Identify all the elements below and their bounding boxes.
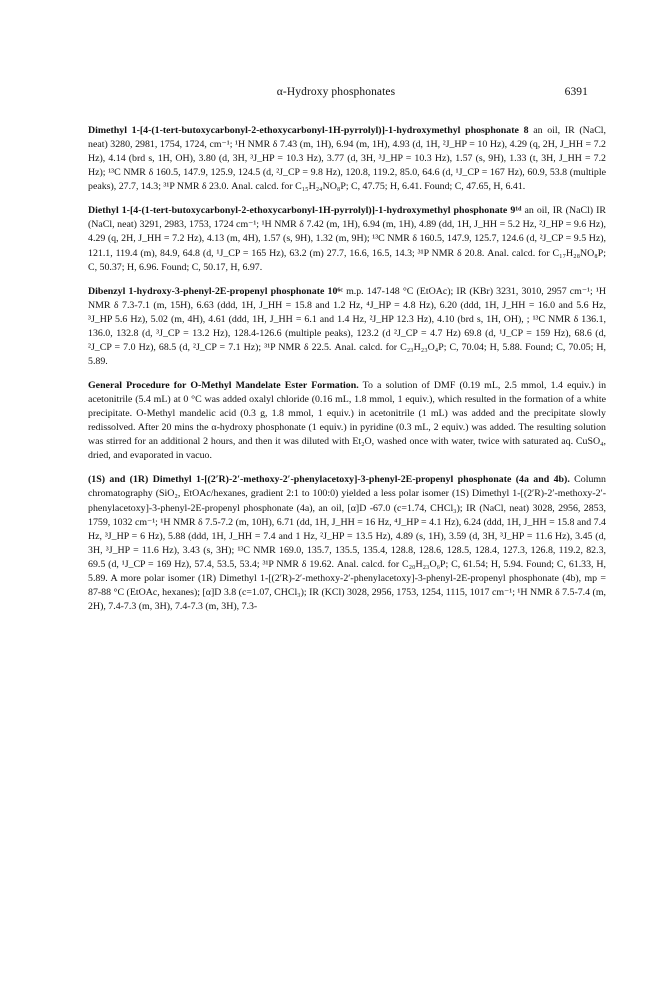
procedure-text: To a solution of DMF (0.19 mL, 2.5 mmol, 1.4 equiv.) in acetonitrile (5.4 mL) at 0 °C was added oxalyl chloride (0.16 mL, 1.8 mmol, 1 equiv.), which resulted in the formation of a white precipitate. O-Methyl mandelic acid (0.3 g, 1.8 mmol, 1 equiv.) in acetonitrile (1 mL) was added and the precipitate slowly redissolved. After 20 mins the α-hydroxy phosphonate (1 equiv.) in pyridine (0.3 mL, 2 equiv.) was added. The resulting solution was stirred for an additional 2 hours, and then it was diluted with Et₂O, washed once with water, twice with saturated aq. CuSO₄, dried, and evaporated in vacuo. (88, 380, 607, 462)
experimental-section (88, 124, 606, 624)
compound-entry-10 (88, 285, 606, 369)
compound-entry-4a-4b (88, 473, 606, 614)
compound-data: an oil, IR (NaCl) IR (NaCl, neat) 3291, 2983, 1753, 1724 cm⁻¹; ¹H NMR δ 7.42 (m, 1H), 6.94 (m, 1H), 4.89 (dd, 1H, J_HH = 5.2 Hz, ²J_HP = 9.6 Hz), 4.29 (q, 2H, J_HH = 7.2 Hz), 4.13 (m, 4H), 1.57 (s, 9H), 1.32 (m, 9H); ¹³C NMR δ 160.5, 147.9, 125.7, 124.6 (d, ²J_CP = 9.5 Hz), 121.1, 119.4 (m), 84.9, 64.8 (d, ¹J_CP = 165 Hz), 63.2 (m) 27.7, 16.6, 16.5, 14.3; ³¹P NMR δ 20.8. Anal. calcd. for C₁₇H₂₈NO₈P; C, 50.37; H, 6.96. Found; C, 50.17, H, 6.97. (88, 205, 607, 273)
compound-data: Column chromatography (SiO₂, EtOAc/hexanes, gradient 2:1 to 100:0) yielded a less polar isomer (1S) Dimethyl 1-[(2′R)-2′-methoxy-2′-phenylacetoxy]-3-phenyl-2E-propenyl phosphonate (4a), an oil, [α]D -67.0 (c=1.74, CHCl₃); IR (NaCl, neat) 3028, 2956, 2853, 1759, 1032 cm⁻¹; ¹H NMR δ 7.5-7.2 (m, 10H), 6.71 (dd, 1H, J_HH = 16 Hz, ⁴J_HP = 4.1 Hz), 6.24 (ddd, 1H, J_HH = 15.8 and 7.4 Hz, ³J_HP = 6 Hz), 5.88 (ddd, 1H, J_HH = 7.4 and 1 Hz, ²J_HP = 13.5 Hz), 4.89 (s, 1H), 3.59 (d, 3H, ³J_HP = 11.6 Hz), 3.45 (d, 3H, ³J_HP = 11.6 Hz), 3.43 (s, 3H); ¹³C NMR 169.0, 135.7, 135.5, 135.4, 128.8, 128.6, 128.5, 128.4, 127.3, 126.8, 119.2, 82.3, 69.5 (d, ¹J_CP = 169 Hz), 57.4, 53.5, 53.4; ³¹P NMR δ 19.62. Anal. calcd. for C₂₀H₂₃O₆P; C, 61.54; H, 5.94. Found; C, 61.33, H, 5.89. A more polar isomer (1R) Dimethyl 1-[(2′R)-2′-methoxy-2′-phenylacetoxy]-3-phenyl-2E-propenyl phosphonate (4b), mp = 87-88 °C (EtOAc, hexanes); [α]D 3.8 (c=1.07, CHCl₃); IR (KCl) 3028, 2956, 1753, 1254, 1115, 1017 cm⁻¹; ¹H NMR δ 7.5-7.4 (m, 2H), 7.4-7.3 (m, 3H), 7.4-7.3 (m, 3H), 7.3- (88, 474, 606, 612)
compound-data: an oil, IR (NaCl, neat) 3280, 2981, 1754, 1724, cm⁻¹; ¹H NMR δ 7.43 (m, 1H), 6.94 (m, 1H), 4.93 (d, 1H, ²J_HP = 10 Hz), 4.29 (q, 2H, J_HH = 7.2 Hz), 4.14 (brd s, 1H, OH), 3.80 (d, 3H, ³J_HP = 10.3 Hz), 3.77 (d, 3H, ³J_HP = 10.3 Hz), 1.57 (s, 9H), 1.33 (t, 3H, J_HH = 7.2 Hz); ¹³C NMR δ 160.5, 147.9, 125.9, 124.5 (d, ²J_CP = 9.8 Hz), 120.8, 119.2, 85.0, 64.6 (d, ¹J_CP = 167 Hz), 60.9, 53.8 (multiple peaks), 27.7, 14.3; ³¹P NMR δ 23.0. Anal. calcd. for C₁₅H₂₄NO₈P; C, 47.75; H, 6.41. Found; C, 47.65, H, 6.41. (88, 125, 606, 193)
compound-entry-8 (88, 124, 606, 194)
page-number: 6391 (564, 86, 588, 98)
compound-title: (1S) and (1R) Dimethyl 1-[(2′R)-2′-methoxy-2′-phenylacetoxy]-3-phenyl-2E-propenyl phosphonate (4a and 4b). (88, 474, 570, 486)
compound-title: Dibenzyl 1-hydroxy-3-phenyl-2E-propenyl phosphonate 10⁶ᶜ (88, 285, 343, 297)
running-title: α-Hydroxy phosphonates (276, 86, 396, 98)
compound-title: Diethyl 1-[4-(1-tert-butoxycarbonyl-2-ethoxycarbonyl-1H-pyrrolyl)]-1-hydroxymethyl phosphonate 9¹ᵈ (88, 205, 522, 217)
general-procedure (88, 379, 606, 463)
compound-data: m.p. 147-148 °C (EtOAc); IR (KBr) 3231, 3010, 2957 cm⁻¹; ¹H NMR δ 7.3-7.1 (m, 15H), 6.63 (ddd, 1H, J_HH = 15.8 and 1.2 Hz, ⁴J_HP = 4.8 Hz), 6.20 (ddd, 1H, J_HH = 16.0 and 5.6 Hz, ³J_HP 5.6 Hz), 5.02 (m, 4H), 4.61 (ddd, 1H, J_HH = 6.1 and 1.4 Hz, ²J_HP 12.3 Hz), 4.10 (brd s, 1H, OH), ; ¹³C NMR δ 136.1, 136.0, 132.8 (d, ³J_CP = 13.2 Hz), 128.4-126.6 (multiple peaks), 123.2 (d ²J_CP = 4.7 Hz) 69.8 (d, ¹J_CP = 159 Hz), 68.6 (d, ²J_CP = 7.0 Hz), 68.5 (d, ²J_CP = 7.1 Hz); ³¹P NMR δ 22.5. Anal. calcd. for C₂₃H₂₃O₄P; C, 70.04; H, 5.88. Found; C, 70.05; H, 5.89. (88, 285, 606, 367)
procedure-title: General Procedure for O-Methyl Mandelate Ester Formation. (88, 380, 359, 391)
compound-entry-9 (88, 204, 606, 274)
compound-title: Dimethyl 1-[4-(1-tert-butoxycarbonyl-2-ethoxycarbonyl-1H-pyrrolyl)]-1-hydroxymethyl phosphonate 8 (88, 125, 529, 136)
